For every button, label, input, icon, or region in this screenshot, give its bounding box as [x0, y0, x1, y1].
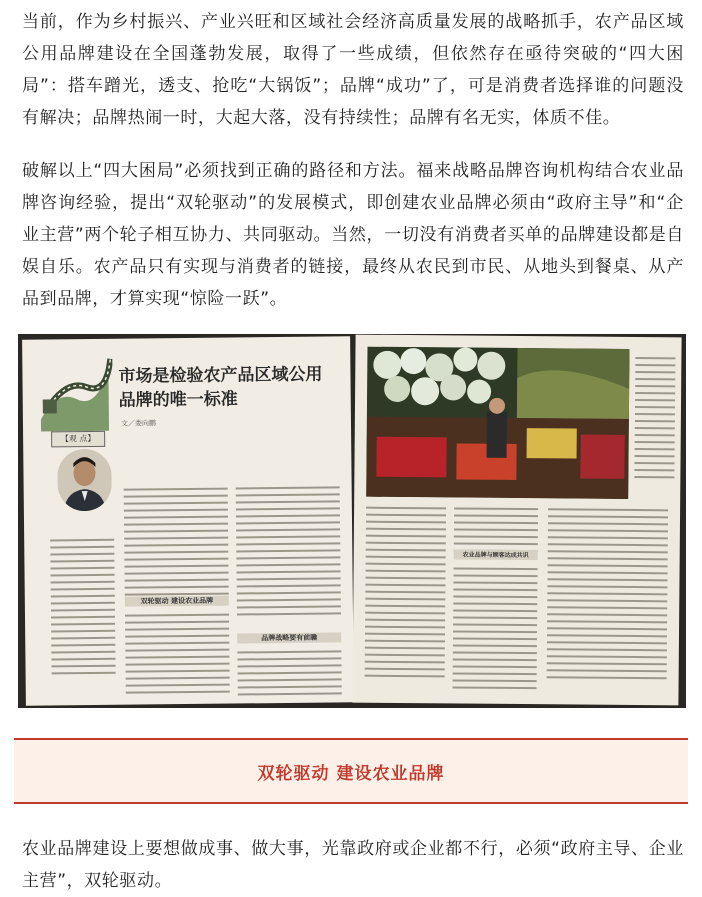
right-column-text-1 — [365, 507, 447, 683]
right-sidebar-text — [634, 357, 675, 483]
magazine-subhead-1: 双轮驱动 建设农业品牌 — [140, 596, 214, 606]
right-column-text-5 — [547, 508, 669, 684]
left-column-text-2 — [125, 614, 230, 699]
magazine-byline: 文／娄向鹏 — [120, 419, 157, 428]
article-paragraph-2: 破解以上“四大困局”必须找到正确的路径和方法。福来战略品牌咨询机构结合农业品牌咨询经验，提出“双轮驱动”的发展模式，即创建农业品牌必须由“政府主导”和“企业主营”两个轮子相互协力、共同驱动。当然，一切没有消费者买单的品牌建设都是自娱自乐。农产品只有实现与消费者的链接，最终从农民到市民、从地头到餐桌、从产品到品牌，才算实现“惊险一跃”。 — [22, 161, 684, 309]
magazine-right-page — [352, 335, 681, 706]
left-column-text-3 — [236, 486, 341, 620]
right-column-text-3 — [452, 567, 537, 694]
left-column-text-1 — [124, 488, 229, 601]
author-portrait — [57, 449, 112, 512]
left-sidebar-text — [50, 539, 115, 680]
column-tag: 【观 点】 — [51, 431, 105, 448]
section-banner — [14, 738, 688, 804]
road-landscape-icon — [36, 349, 113, 432]
article-paragraph-1: 当前，作为乡村振兴、产业兴旺和区域社会经济高质量发展的战略抓手，农产品区域公用品牌建设在全国蓬勃发展，取得了一些成绩，但依然存在亟待突破的“四大困局”：搭车蹭光，透支、抢吃“大锅饭”；品牌“成功”了，可是消费者选择谁的问题没有解决；品牌热闹一时，大起大落，没有持续性；品牌有名无实，体质不佳。 — [22, 12, 684, 128]
magazine-subhead-2: 品牌战略要有前瞻 — [261, 633, 318, 643]
market-photo — [366, 347, 629, 499]
magazine-spread-photo — [18, 334, 686, 708]
section-banner-label: 双轮驱动 建设农业品牌 — [257, 763, 445, 784]
magazine-subhead-3: 农业品牌与顾客达成共识 — [462, 551, 529, 560]
magazine-left-page — [22, 336, 354, 705]
article-paragraph-3: 农业品牌建设上要想做成事、做大事，光靠政府或企业都不行，必须“政府主导、企业主营”，双轮驱动。 — [22, 839, 684, 891]
magazine-headline: 市场是检验农产品区域公用品牌的唯一标准 — [118, 364, 323, 411]
left-column-text-4 — [237, 650, 342, 700]
